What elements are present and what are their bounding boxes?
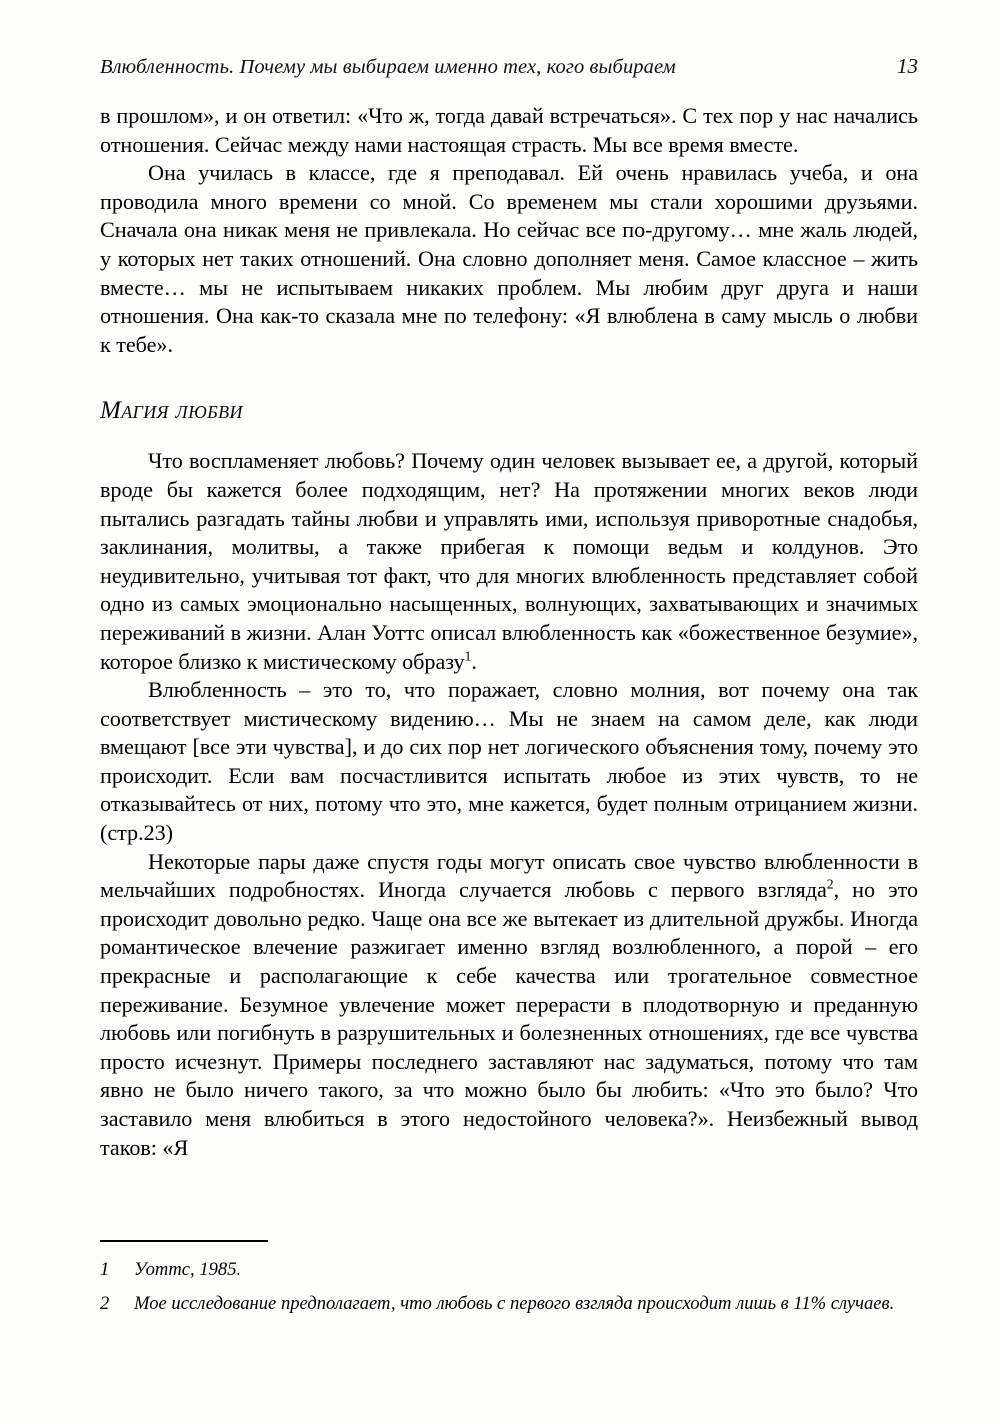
paragraph: Она училась в классе, где я преподавал. Ей очень нравилась учеба, и она проводила много времени со мной. Со временем мы стали хорошими друзьями. Сначала она никак меня не привлекала. Но сейчас все по-другому… мне жаль людей, у которых нет таких отношений. Она словно дополняет меня. Самое классное – жить вместе… мы не испытываем никаких проблем. Мы любим друг друга и наши отношения. Она как-то сказала мне по телефону: «Я влюблена в саму мысль о любви к тебе». bbox=[100, 160, 918, 357]
footnote-number: 1 bbox=[100, 1259, 110, 1280]
footnote-marker-1[interactable]: 1 bbox=[464, 648, 472, 664]
paragraph-text: Некоторые пары даже спустя годы могут описать свое чувство влюбленности в мельчайших подробностях. Иногда случается любовь с первого взгляда bbox=[100, 848, 918, 903]
text-column bbox=[100, 102, 918, 1162]
paragraph-text-tail: . bbox=[471, 648, 477, 674]
running-head-title: Влюбленность. Почему мы выбираем именно тех, кого выбираем bbox=[100, 56, 676, 78]
footnote-item bbox=[100, 1256, 918, 1284]
footnote-marker-2[interactable]: 2 bbox=[826, 876, 834, 892]
section-heading: Магия любви bbox=[100, 397, 243, 425]
paragraph-text-tail: , но это происходит довольно редко. Чаще она все же вытекает из длительной дружбы. Иногда романтическое влечение разжигает именно взгляд возлюбленного, а порой – его прекрасные и располагающие к себе качества или трогательное совместное переживание. Безумное увлечение может перерасти в плодотворную и преданную любовь или погибнуть в разрушительных и болезненных отношениях, где все чувства просто исчезнут. Примеры последнего заставляют нас задуматься, потому что там явно не было ничего такого, за что можно было бы любить: «Что это было? Что заставило меня влюбиться в этого недостойного человека?». Неизбежный вывод таков: «Я bbox=[100, 877, 919, 1160]
footnote-item bbox=[100, 1290, 918, 1318]
footnote-text: Уоттс, 1985. bbox=[134, 1259, 242, 1280]
paragraph-text: Что воспламеняет любовь? Почему один человек вызывает ее, а другой, который вроде бы кажется более подходящим, нет? На протяжении многих веков люди пытались разгадать тайны любви и управлять ими, используя приворотные снадобья, заклинания, молитвы, а также прибегая к помощи ведьм и колдунов. Это неудивительно, учитывая тот факт, что для многих влюбленность представляет собой одно из самых эмоционально насыщенных, волнующих, захватывающих и значимых переживаний в жизни. Алан Уоттс описал влюбленность как «божественное безумие», которое близко к мистическому образу bbox=[100, 448, 918, 674]
footnote-separator-rule bbox=[100, 1240, 268, 1242]
footnote-text: Мое исследование предполагает, что любовь с первого взгляда происходит лишь в 11% случаев. bbox=[134, 1293, 895, 1314]
paragraph bbox=[100, 848, 918, 1163]
page-number: 13 bbox=[897, 54, 918, 78]
paragraph: в прошлом», и он ответил: «Что ж, тогда давай встречаться». С тех пор у нас начались отношения. Сейчас между нами настоящая страсть. Мы все время вместе. bbox=[100, 103, 918, 157]
footnote-area bbox=[100, 1240, 918, 1324]
paragraph bbox=[100, 447, 918, 676]
quotation-paragraph: Влюбленность – это то, что поражает, словно молния, вот почему она так соответствует мистическому видению… Мы не знаем на самом деле, как люди вмещают [все эти чувства], и до сих пор нет логического объяснения тому, почему это происходит. Если вам посчастливится испытать любое из этих чувств, то не отказывайтесь от них, потому что это, мне кажется, будет полным отрицанием жизни. (стр.23) bbox=[100, 677, 918, 846]
footnote-number: 2 bbox=[100, 1293, 110, 1314]
running-head bbox=[100, 54, 918, 79]
